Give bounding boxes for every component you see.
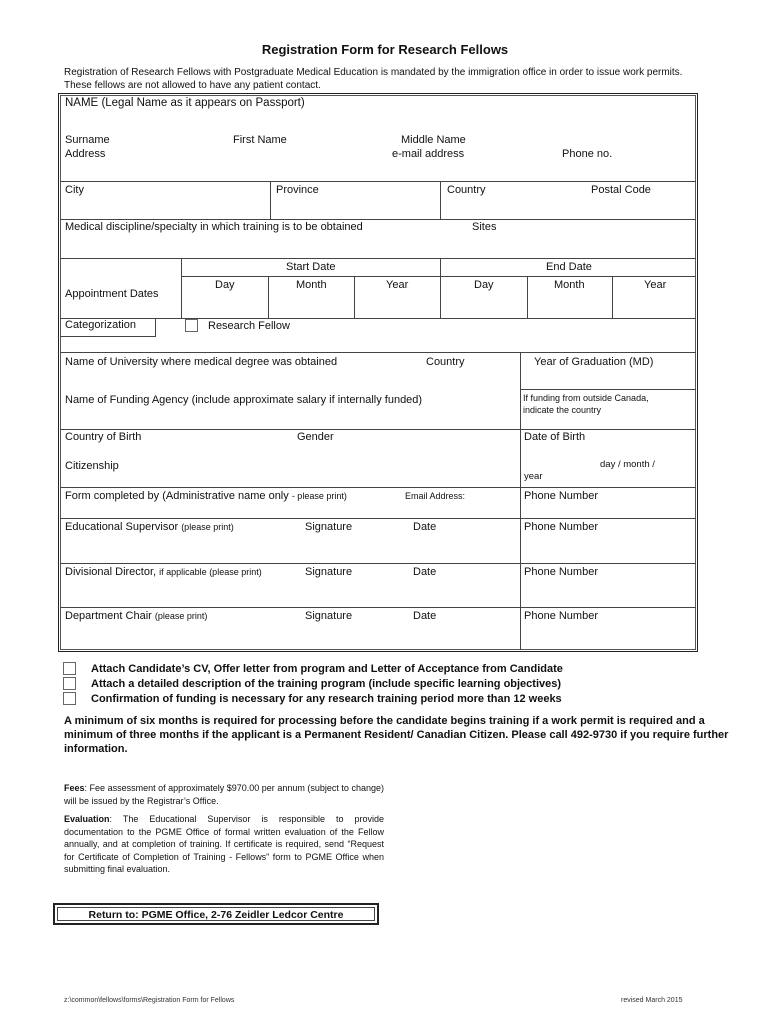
- country-label: Country: [447, 184, 486, 196]
- date-of-birth-label: Date of Birth: [524, 431, 586, 443]
- phone-number-label: Phone Number: [524, 566, 598, 578]
- divider: [60, 336, 156, 337]
- dob-format-1: day / month /: [600, 459, 655, 470]
- divider: [270, 181, 271, 219]
- divider: [440, 181, 441, 219]
- dept-chair-label: Department Chair (please print): [65, 610, 208, 622]
- completed-by-label: Form completed by (Administrative name only - please print): [65, 490, 347, 502]
- footer-revised: revised March 2015: [621, 997, 683, 1004]
- citizenship-label: Citizenship: [65, 460, 119, 472]
- end-date-label: End Date: [546, 261, 592, 273]
- middle-name-label: Middle Name: [401, 134, 466, 146]
- surname-label: Surname: [65, 134, 110, 146]
- funding-agency-label: Name of Funding Agency (include approximate salary if internally funded): [65, 394, 423, 406]
- discipline-label: Medical discipline/specialty in which training is to be obtained: [65, 221, 363, 233]
- graduation-year-label: Year of Graduation (MD): [534, 356, 654, 368]
- divider: [60, 219, 696, 220]
- divider: [60, 258, 696, 259]
- divider: [60, 352, 696, 353]
- date-label: Date: [413, 610, 437, 622]
- province-label: Province: [276, 184, 319, 196]
- phone-number-label: Phone Number: [524, 610, 598, 622]
- divider: [60, 563, 696, 564]
- signature-label: Signature: [305, 521, 353, 533]
- sites-label: Sites: [472, 221, 497, 233]
- footer-path: z:\common\fellows\forms\Registration Form for Fellows: [64, 997, 235, 1004]
- date-label: Date: [413, 521, 437, 533]
- checklist-checkbox-funding[interactable]: [63, 692, 76, 705]
- divider: [354, 276, 355, 318]
- return-to-text: Return to: PGME Office, 2-76 Zeidler Ledcor Centre: [57, 907, 375, 921]
- research-fellow-checkbox[interactable]: [185, 319, 198, 332]
- research-fellow-label: Research Fellow: [208, 320, 290, 332]
- return-to-box: [53, 903, 379, 925]
- divider: [155, 318, 156, 336]
- divider: [60, 487, 696, 488]
- intro-text: Registration of Research Fellows with Postgraduate Medical Education is mandated by the immigration office in order to issue work permits. These fellows are not allowed to have any patient contact.: [64, 67, 683, 91]
- divider: [181, 258, 182, 318]
- signature-label: Signature: [305, 610, 353, 622]
- city-label: City: [65, 184, 84, 196]
- start-year-label: Year: [386, 279, 409, 291]
- university-country-label: Country: [426, 356, 465, 368]
- checklist-item: Attach Candidate’s CV, Offer letter from program and Letter of Acceptance from Candidate: [91, 663, 563, 675]
- date-label: Date: [413, 566, 437, 578]
- email-address-label: Email Address:: [405, 491, 466, 501]
- divider: [60, 518, 696, 519]
- phone-number-label: Phone Number: [524, 521, 598, 533]
- funding-note-1: If funding from outside Canada,: [523, 393, 649, 403]
- end-day-label: Day: [474, 279, 494, 291]
- start-day-label: Day: [215, 279, 235, 291]
- processing-warning: A minimum of six months is required for processing before the candidate begins training if a work permit is required and a minimum of three months if the applicant is a Permanent Resident/ Canadian Citizen. Please call 492-9730 if you require further information.: [64, 715, 729, 755]
- appointment-dates-label: Appointment Dates: [65, 288, 159, 300]
- divider: [60, 607, 696, 608]
- divider: [268, 276, 269, 318]
- university-label: Name of University where medical degree was obtained: [65, 356, 338, 368]
- start-date-label: Start Date: [286, 261, 336, 273]
- fees-paragraph: Fees: Fee assessment of approximately $970.00 per annum (subject to change) will be issued by the Registrar’s Office.: [64, 783, 384, 806]
- div-director-label: Divisional Director, if applicable (please print): [65, 566, 262, 578]
- divider: [440, 258, 441, 318]
- dob-format-2: year: [524, 471, 543, 482]
- categorization-label: Categorization: [65, 319, 136, 331]
- divider: [520, 518, 521, 650]
- gender-label: Gender: [297, 431, 334, 443]
- checklist-item: Attach a detailed description of the training program (include specific learning objectives): [91, 678, 562, 690]
- divider: [60, 181, 696, 182]
- signature-label: Signature: [305, 566, 353, 578]
- first-name-label: First Name: [233, 134, 287, 146]
- email-label: e-mail address: [392, 148, 465, 160]
- divider: [520, 389, 696, 390]
- phone-label: Phone no.: [562, 148, 613, 160]
- evaluation-paragraph: Evaluation: The Educational Supervisor is responsible to provide documentation to the PGME Office of formal written evaluation of the Fellow annually, and at completion of training. If certificate is required, send “Request for Certificate of Completion of Training - Fellows” form to PGME Office when submitting final evaluation.: [64, 814, 384, 874]
- phone-number-label: Phone Number: [524, 490, 598, 502]
- address-label: Address: [65, 148, 106, 160]
- divider: [60, 429, 696, 430]
- end-year-label: Year: [644, 279, 667, 291]
- divider: [520, 352, 521, 518]
- divider: [181, 276, 696, 277]
- country-of-birth-label: Country of Birth: [65, 431, 142, 443]
- funding-note-2: indicate the country: [523, 405, 602, 415]
- end-month-label: Month: [554, 279, 585, 291]
- checklist-checkbox-description[interactable]: [63, 677, 76, 690]
- divider: [612, 276, 613, 318]
- page-title: Registration Form for Research Fellows: [261, 42, 509, 57]
- edu-supervisor-label: Educational Supervisor (please print): [65, 521, 234, 533]
- checklist-item: Confirmation of funding is necessary for any research training period more than 12 weeks: [91, 693, 562, 705]
- name-heading: NAME (Legal Name as it appears on Passport): [65, 97, 305, 109]
- postal-code-label: Postal Code: [591, 184, 651, 196]
- divider: [527, 276, 528, 318]
- start-month-label: Month: [296, 279, 327, 291]
- checklist-checkbox-cv[interactable]: [63, 662, 76, 675]
